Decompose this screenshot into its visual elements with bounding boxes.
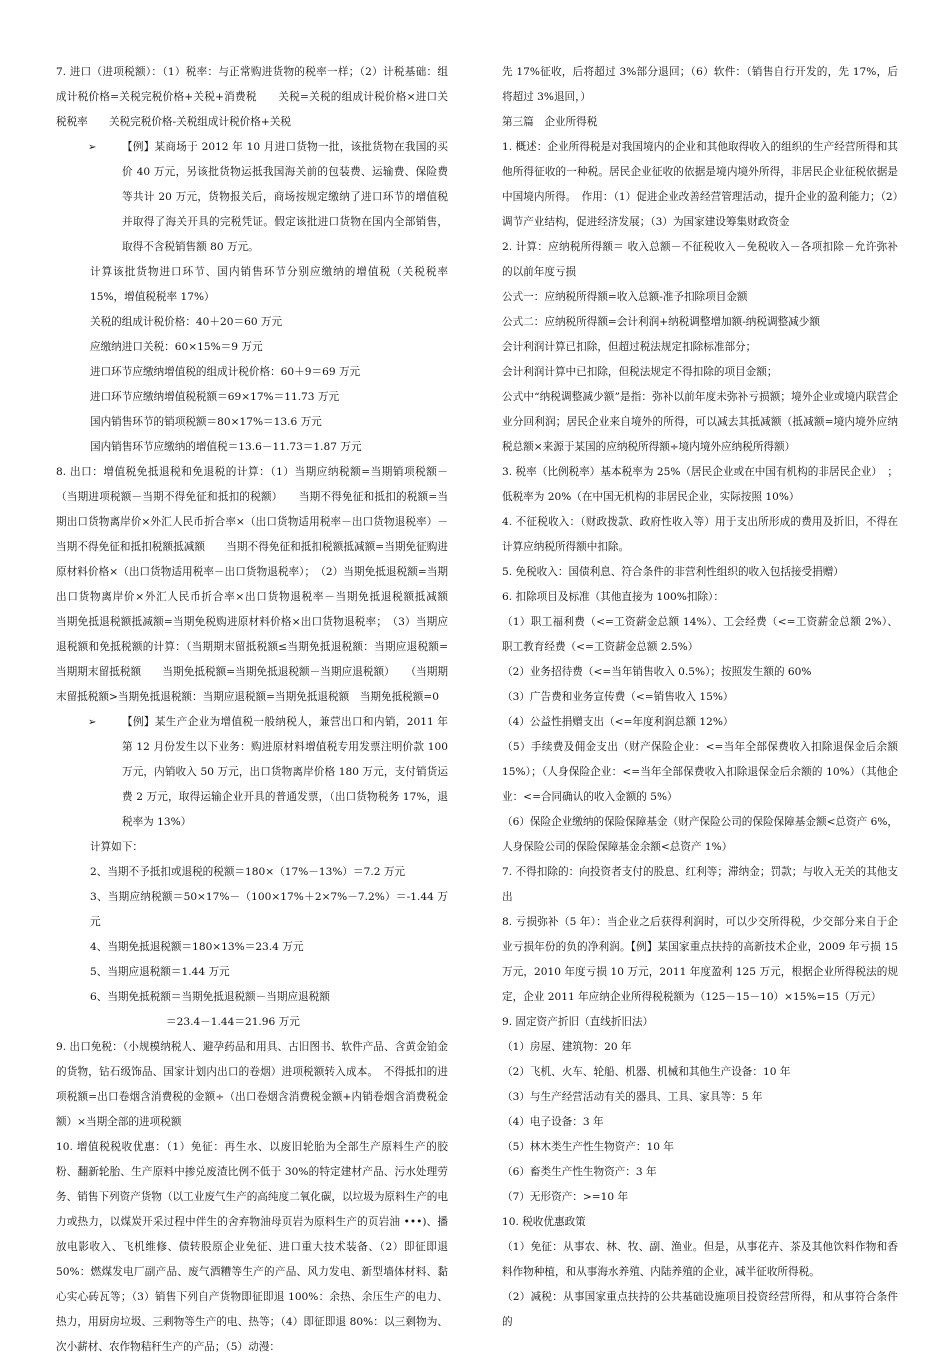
- incentive-item: （1）免征：从事农、林、牧、副、渔业。但是，从事花卉、茶及其他饮料作物和香料作物种植，和从事海水养殖、内陆养殖的企业，减半征收所得税。: [502, 1241, 898, 1278]
- calc2-line: 4、当期免抵退税额＝180×13%＝23.4 万元: [90, 941, 304, 953]
- depreciation-item: （3）与生产经营活动有关的器具、工具、家具等：5 年: [502, 1091, 763, 1103]
- section-7-non-deductible: 7. 不得扣除的：向投资者支付的股息、红利等；滞纳金；罚款；与收入无关的其他支出: [502, 866, 898, 903]
- section-9-export-exempt: 9. 出口免税：（小规模纳税人、避孕药品和用具、古旧图书、软件产品、含黄金铂金的货物，钻石级饰品、国家计划内出口的卷烟）进项税额转入成本。 不得抵扣的进项税额=出口卷烟含消费税的金额÷（出口卷烟含消费税金额+内销卷烟含消费税金额）×当期全部的进项税额: [56, 1041, 448, 1128]
- calc1-line: 国内销售环节的销项税额＝80×17%＝13.6 万元: [90, 416, 322, 428]
- example-2: [56, 710, 448, 835]
- section-6-deductions: 6. 扣除项目及标准（其他直接为 100%扣除）：: [502, 591, 724, 603]
- deduction-item: （5）手续费及佣金支出（财产保险企业：<=当年全部保费收入扣除退保金后余额 15%）；（人身保险企业：<=当年全部保费收入扣除退保金后余额的 10%）（其他企业：<=合同确认的收入金额的 5%）: [502, 741, 898, 803]
- section-4-non-taxable: 4. 不征税收入：（财政拨款、政府性收入等）用于支出所形成的费用及折旧，不得在计算应纳税所得额中扣除。: [502, 516, 898, 553]
- right-column: [502, 60, 898, 1335]
- section-8-loss-carryforward: 8. 亏损弥补（5 年）：当企业之后获得利润时，可以少交所得税，少交部分来自于企业亏损年份的负的净利润。【例】某国家重点扶持的高新技术企业，2009 年亏损 15 万元，2010 年度亏损 10 万元，2011 年度盈利 125 万元，根据企业所得税法的规定，企业 2011 年应纳企业所得税税额为（125－15－10）×15%=15（万元）: [502, 916, 898, 1003]
- note-line: 会计利润计算中已扣除，但税法规定不得扣除的项目金额；: [502, 366, 778, 378]
- section-9-depreciation: 9. 固定资产折旧（直线折旧法）: [502, 1016, 654, 1028]
- example-1: [56, 135, 448, 260]
- calc1-line: 国内销售环节应缴纳的增值税＝13.6－11.73＝1.87 万元: [90, 441, 362, 453]
- deduction-item: （4）公益性捐赠支出（<=年度利润总额 12%）: [502, 716, 734, 728]
- note-line: 会计利润计算已扣除，但超过税法规定扣除标准部分；: [502, 341, 757, 353]
- calc1-line: 关税的组成计税价格：40＋20＝60 万元: [90, 316, 283, 328]
- formula-1: 公式一：应纳税所得额=收入总额-准予扣除项目金额: [502, 291, 748, 303]
- section-10-vat-incentives: 10. 增值税税收优惠：（1）免征：再生水、以废旧轮胎为全部生产原料生产的胶粉、翻新轮胎、生产原料中掺兑废渣比例不低于 30%的特定建材产品、污水处理劳务、销售下列资产货物（以工业废气生产的高纯度二氧化碳，以垃圾为原料生产的电力或热力，以煤炭开采过程中伴生的舍弃物油母页岩为原料生产的页岩油 •••)、播放电影收入、飞机维修、债转股原企业免征、进口重大技术装备、（2）即征即退 50%：燃煤发电厂副产品、废气酒糟等生产的产品、风力发电、新型墙体材料、黏心实心砖瓦等；（3）销售下列自产货物即征即退 100%：余热、余压生产的电力、热力，用厨房垃圾、三剩物等生产的电、热等；（4）即征即退 80%：以三剩物为、次小薪材、农作物秸秆生产的产品；（5）动漫：: [56, 1141, 448, 1353]
- section-8-export: 8. 出口：增值税免抵退税和免退税的计算：（1）当期应纳税额=当期销项税额－（当期进项税额－当期不得免征和抵扣的税额） 当期不得免征和抵扣的税额=当期出口货物离岸价×外汇人民币折合率×（出口货物适用税率－出口货物退税率）－当期不得免征和抵扣税额抵减额 当期不得免征和抵扣税额抵减额=当期免征购进原材料价格×（出口货物适用税率－出口货物退税率）； （2）当期免抵退税额=当期出口货物离岸价×外汇人民币折合率×出口货物退税率－当期免抵退税额抵减额 当期免抵退税额抵减额=当期免税购进原材料价格×出口货物退税率； （3）当期应退税额和免抵税额的计算：（当期期末留抵税额≤当期免抵退税额：当期应退税额=当期期末留抵税额 当期免抵税额=当期免抵退税额－当期应退税额） （当期期末留抵税额>当期免抵退税额：当期应退税额=当期免抵退税额 当期免抵税额=0: [56, 466, 470, 703]
- calc2-line: 5、当期应退税额＝1.44 万元: [90, 966, 230, 978]
- chapter-title: 第三篇 企业所得税: [502, 116, 598, 128]
- section-1-overview: 1. 概述：企业所得税是对我国境内的企业和其他取得收入的组织的生产经营所得和其他所得征收的一种税。居民企业征收的依据是境内境外所得，非居民企业征税依据是中国境内所得。 作用：（1）促进企业改善经营管理活动，提升企业的盈利能力；（2）调节产业结构，促进经济发展；（3）为国家建设筹集财政资金: [502, 141, 898, 228]
- section-10-tax-incentives: 10. 税收优惠政策: [502, 1216, 586, 1228]
- arrow-bullet-icon: ➢: [88, 142, 97, 153]
- calc2-line: 2、当期不予抵扣或退税的税额＝180×（17%－13%）＝7.2 万元: [90, 866, 406, 878]
- continued-text: 先 17%征收，后将超过 3%部分退回；（6）软件：（销售自行开发的，先 17%，后将超过 3%退回，）: [502, 66, 898, 103]
- calc1-line: 进口环节应缴纳增值税的组成计税价格：60＋9＝69 万元: [90, 366, 361, 378]
- example-1-text: 【例】某商场于 2012 年 10 月进口货物一批，该批货物在我国的买价 40 万元，另该批货物运抵我国海关前的包装费、运输费、保险费等共计 20 万元，货物报关后，商场按规定缴纳了进口环节的增值税并取得了海关开具的完税凭证。假定该批进口货物在国内全部销售，取得不含税销售额 80 万元。: [122, 141, 448, 253]
- section-3-tax-rate: 3. 税率（比例税率）基本税率为 25%（居民企业或在中国有机构的非居民企业） ；低税率为 20%（在中国无机构的非居民企业，实际按照 10%）: [502, 466, 898, 503]
- left-column: [56, 60, 470, 1360]
- deduction-item: （6）保险企业缴纳的保险保障基金（财产保险公司的保险保障基金额<总资产 6%，人身保险公司的保险保障基金余额<总资产 1%）: [502, 816, 898, 853]
- calc2-line: 3、当期应纳税额＝50×17%－（100×17%＋2×7%－7.2%）＝-1.44 万元: [90, 891, 448, 928]
- calc2-result: ＝23.4－1.44＝21.96 万元: [166, 1016, 300, 1028]
- deduction-item: （1）职工福利费（<=工资薪金总额 14%）、工会经费（<=工资薪金总额 2%）、职工教育经费（<=工资薪金总额 2.5%）: [502, 616, 898, 653]
- incentive-item: （2）减税：从事国家重点扶持的公共基础设施项目投资经营所得，和从事符合条件的: [502, 1291, 898, 1328]
- depreciation-item: （6）畜类生产性生物资产：3 年: [502, 1166, 657, 1178]
- deduction-item: （3）广告费和业务宣传费（<=销售收入 15%）: [502, 691, 734, 703]
- note-line: 公式中“纳税调整减少额”是指：弥补以前年度未弥补亏损额；境外企业或境内联营企业分回利润；居民企业来自境外的所得，可以减去其抵减额（抵减额=境内境外应纳税总额×来源于某国的应纳税所得额÷境内境外应纳税所得额）: [502, 391, 898, 453]
- calc2-line: 计算如下：: [90, 841, 143, 853]
- depreciation-item: （4）电子设备：3 年: [502, 1116, 604, 1128]
- example-2-text: 【例】某生产企业为增值税一般纳税人，兼营出口和内销，2011 年第 12 月份发生以下业务：购进原材料增值税专用发票注明价款 100 万元，内销收入 50 万元，出口货物离岸价格 180 万元，支付销货运费 2 万元，取得运输企业开具的普通发票，（出口货物税务 17%，退税率为 13%）: [122, 716, 448, 828]
- deduction-item: （2）业务招待费（<=当年销售收入 0.5%）；按照发生额的 60%: [502, 666, 812, 678]
- calc2-line: 6、当期免抵税额＝当期免抵退税额－当期应退税额: [90, 991, 330, 1003]
- arrow-bullet-icon: ➢: [88, 717, 97, 728]
- depreciation-item: （5）林木类生产性生物资产：10 年: [502, 1141, 674, 1153]
- section-2-calculation: 2. 计算：应纳税所得额＝ 收入总额－不征税收入－免税收入－各项扣除－允许弥补的以前年度亏损: [502, 241, 898, 278]
- depreciation-item: （2）飞机、火车、轮船、机器、机械和其他生产设备：10 年: [502, 1066, 791, 1078]
- section-5-exempt-income: 5. 免税收入：国债利息、符合条件的非营利性组织的收入包括接受捐赠）: [502, 566, 844, 578]
- depreciation-item: （1）房屋、建筑物：20 年: [502, 1041, 632, 1053]
- formula-2: 公式二：应纳税所得额=会计利润+纳税调整增加额-纳税调整减少额: [502, 316, 820, 328]
- depreciation-item: （7）无形资产：>=10 年: [502, 1191, 629, 1203]
- calc1-line: 计算该批货物进口环节、国内销售环节分别应缴纳的增值税（关税税率 15%，增值税税率 17%）: [90, 266, 448, 303]
- section-7-import: 7. 进口（进项税额）：（1）税率：与正常购进货物的税率一样；（2）计税基础：组成计税价格=关税完税价格+关税+消费税 关税=关税的组成计税价格×进口关税税率 关税完税价格-关税组成计税价格+关税: [56, 66, 448, 128]
- calc1-line: 应缴纳进口关税：60×15%＝9 万元: [90, 341, 263, 353]
- calc1-line: 进口环节应缴纳增值税税额＝69×17%＝11.73 万元: [90, 391, 340, 403]
